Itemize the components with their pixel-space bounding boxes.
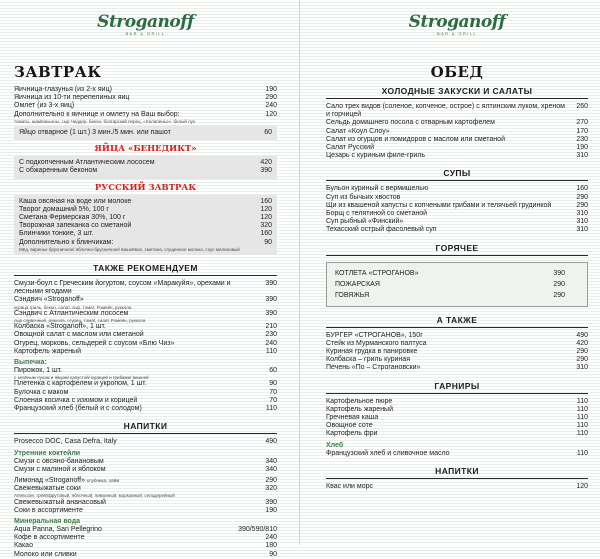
- item-name-text: Техасский острый фасолевый суп: [326, 226, 437, 234]
- menu-item: [326, 398, 588, 406]
- item-price: 320: [265, 485, 277, 493]
- item-name-text: Салат из огурцов и помидоров с маслом или сметаной: [326, 135, 505, 143]
- recommend-heading: ТАКЖЕ РЕКОМЕНДУЕМ: [14, 263, 277, 276]
- item-name: [19, 230, 260, 238]
- item-name-text: Сэндвич с Атлантическим лососем: [14, 309, 129, 317]
- item-name: [14, 280, 265, 296]
- menu-item: [14, 477, 277, 485]
- item-name: [326, 398, 577, 406]
- menu-item: [14, 526, 277, 534]
- item-name: [14, 340, 265, 348]
- item-name-text: Какао: [14, 542, 33, 550]
- item-name-text: Каша овсяная на воде или молоке: [19, 197, 132, 205]
- menu-item: [326, 210, 588, 218]
- menu-item: [326, 356, 588, 364]
- also-heading: А ТАКЖЕ: [326, 315, 588, 328]
- water-label: Минеральная вода: [14, 517, 81, 525]
- brand-name: Stroganoff: [97, 12, 194, 32]
- menu-item: [14, 340, 277, 348]
- item-price: 290: [265, 476, 277, 484]
- menu-item: [326, 136, 588, 144]
- item-name: [14, 367, 269, 380]
- item-name: [14, 507, 265, 515]
- item-name: [14, 485, 265, 498]
- item-price: 320: [260, 222, 272, 230]
- benedict-heading: ЯЙЦА «БЕНЕДИКТ»: [94, 144, 197, 155]
- menu-item: [14, 331, 277, 339]
- menu-item: [14, 380, 277, 388]
- item-name: [326, 119, 576, 127]
- item-name-text: Суп из бычьих хвостов: [326, 193, 401, 201]
- item-name-text: Цезарь с куриным филе-гриль: [326, 152, 426, 160]
- menu-item: [14, 94, 277, 102]
- item-name-text: Картофель жареный: [14, 347, 81, 355]
- cold-list: [326, 103, 588, 160]
- lunch-title: ОБЕД: [430, 63, 484, 81]
- item-name: [14, 526, 238, 534]
- item-name: [19, 214, 260, 222]
- item-name: [335, 279, 553, 290]
- item-name: [335, 268, 553, 279]
- item-name: [14, 499, 265, 507]
- menu-item: [326, 422, 588, 430]
- menu-item: [14, 499, 277, 507]
- item-price: 230: [576, 135, 588, 143]
- item-name-text: Картофель жареный: [326, 405, 393, 413]
- item-name: [326, 340, 576, 348]
- item-description: курица гриль, бекон, салат, сыр, томат, Ромейн, руккола: [14, 304, 132, 310]
- hot-heading: ГОРЯЧЕЕ: [326, 243, 588, 256]
- item-name-text: Яичница-глазунья (из 2-х яиц): [14, 86, 112, 93]
- menu-item: [326, 128, 588, 136]
- menu-item: [326, 332, 588, 340]
- item-price: 390: [260, 167, 272, 175]
- item-price: 120: [260, 214, 272, 222]
- item-price: 190: [265, 86, 277, 93]
- also-list: [326, 332, 588, 373]
- brand-sub: BAR & GRILL: [125, 31, 166, 36]
- lunch-drinks-heading: НАПИТКИ: [326, 466, 588, 479]
- menu-item: [19, 167, 272, 175]
- item-name: [14, 111, 265, 124]
- item-name: [14, 94, 265, 102]
- item-price: 90: [269, 550, 277, 558]
- item-description: Мёд, варенье брусничное/ яблочно-брусничное/ вишнёвое, сметана, сгущенное молоко, соус малиновый: [19, 246, 240, 252]
- item-name-text: Картофель фри: [326, 430, 378, 438]
- menu-item: [19, 198, 272, 206]
- menu-item: [326, 226, 588, 234]
- item-name-text: Печень «По – Строгановски»: [326, 364, 421, 372]
- item-name-text: Свежевыжатый ананасовый: [14, 498, 106, 506]
- item-price: 270: [576, 119, 588, 127]
- brand-logo: [14, 14, 277, 44]
- item-price: 190: [265, 506, 277, 514]
- sides-list: [326, 398, 588, 439]
- juice-sub: Апельсин, грейпфрутовый, яблочный, лимонный, морковный, сельдерейный: [14, 493, 175, 499]
- item-price: 390: [265, 280, 277, 288]
- item-name: [326, 422, 577, 430]
- menu-item: [14, 438, 277, 446]
- item-name: [14, 477, 265, 485]
- item-name-text: Сало трех видов (соленое, копченое, острое) с ялтинским луком, хреном и горчицей: [326, 103, 565, 119]
- breakfast-list: [14, 86, 277, 140]
- item-name-text: Дополнительно к блинчикам:: [19, 238, 114, 246]
- menu-item: [326, 185, 588, 193]
- item-price: 310: [576, 218, 588, 226]
- item-price: 60: [264, 129, 272, 137]
- item-name: [14, 86, 265, 94]
- item-price: 290: [265, 94, 277, 102]
- item-name-text: Колбаска «Stroganoff», 1 шт.: [14, 323, 106, 331]
- menu-item: [14, 466, 277, 474]
- item-name: [326, 152, 576, 160]
- item-price: 70: [269, 396, 277, 404]
- item-price: 390: [265, 296, 277, 304]
- item-name: [326, 414, 577, 422]
- item-price: 390: [265, 498, 277, 506]
- item-name: [19, 206, 260, 214]
- item-price: 290: [576, 193, 588, 201]
- item-name: [326, 483, 576, 491]
- item-name-text: Омлет (из 3-х яиц): [14, 102, 75, 110]
- item-price: 110: [265, 405, 277, 413]
- menu-item: [19, 206, 272, 214]
- item-name: Prosecco DOC, Casa Defra, Italy: [14, 438, 117, 446]
- item-price: 340: [265, 457, 277, 465]
- soups-heading: СУПЫ: [326, 168, 588, 181]
- menu-item: [326, 430, 588, 438]
- item-name-text: Смузи-боул с Греческим йогуртом, соусом «Маракуйя», орехами и лесными ягодами: [14, 280, 231, 296]
- item-name: Французский хлеб и сливочное масло: [326, 449, 450, 457]
- item-price: 230: [265, 331, 277, 339]
- item-price: 420: [260, 159, 272, 167]
- item-name: [335, 290, 553, 301]
- item-name-text: Сэндвич «Stroganoff»: [14, 296, 84, 304]
- item-price: 90: [264, 238, 272, 246]
- item-name: [14, 331, 265, 339]
- item-name-text: Плетенка с картофелем и укропом, 1 шт.: [14, 380, 147, 388]
- brand-sub: BAR & GRILL: [436, 31, 478, 36]
- menu-item: [14, 310, 277, 323]
- item-name-text: Блинчики тонкие, 3 шт.: [19, 230, 94, 238]
- item-price: 60: [269, 367, 277, 375]
- item-price: 310: [576, 152, 588, 160]
- item-name-text: Колбаска – гриль куриная: [326, 356, 410, 364]
- menu-item: [326, 144, 588, 152]
- menu-item: [326, 194, 588, 202]
- drinks-rest-list: [14, 499, 277, 515]
- item-price: 110: [576, 449, 588, 457]
- item-price: 290: [553, 291, 565, 299]
- menu-item: [14, 542, 277, 550]
- item-name: [14, 466, 265, 474]
- lunch-page: [300, 0, 600, 545]
- item-name-text: Щи из квашеной капусты с копчеными грибами и телячьей грудинкой: [326, 201, 552, 209]
- item-name: [326, 185, 576, 193]
- item-name-text: Aqua Panna, San Pellegrino: [14, 525, 102, 533]
- item-name: [326, 364, 576, 372]
- menu-item: [14, 280, 277, 296]
- item-name-text: Смузи с овсяно-банановым: [14, 457, 104, 465]
- item-name: [326, 406, 577, 414]
- menu-item: [14, 86, 277, 94]
- menu-item: [14, 389, 277, 397]
- item-name-text: Яичница из 10-ти перепелиных яиц: [14, 94, 130, 102]
- item-name-text: Куриная грудка в панировке: [326, 348, 418, 356]
- item-name-text: КОТЛЕТА «СТРОГАНОВ»: [335, 269, 419, 277]
- menu-item: [14, 397, 277, 405]
- item-price: 110: [576, 414, 588, 422]
- item-name: [326, 194, 576, 202]
- item-name: [326, 226, 576, 234]
- item-description: сыр сливочный, руккола, огурец, томат, салат Ромейн, руккола: [14, 318, 146, 324]
- hot-box: [326, 262, 588, 307]
- item-price: 210: [265, 323, 277, 331]
- item-name: [14, 348, 266, 356]
- lemonade-name: Лимонад «Stroganoff»: [14, 476, 85, 484]
- item-name: [14, 542, 265, 550]
- sides-heading: ГАРНИРЫ: [326, 381, 588, 394]
- item-name: [14, 397, 269, 405]
- item-price: 120: [576, 482, 588, 490]
- menu-item: [14, 296, 277, 309]
- item-name-text: Картофельное пюре: [326, 397, 393, 405]
- menu-item: [14, 485, 277, 498]
- menu-item: [14, 458, 277, 466]
- menu-item: [335, 279, 565, 290]
- menu-item: [14, 102, 277, 110]
- item-name-text: Смузи с малиной и яблоком: [14, 465, 106, 473]
- russian-list: [14, 195, 277, 255]
- water-list: [14, 526, 277, 559]
- item-price: 310: [576, 210, 588, 218]
- menu-item: [326, 119, 588, 127]
- item-name: [326, 136, 576, 144]
- menu-item: [326, 483, 588, 491]
- menu-item: [19, 239, 272, 252]
- item-price: 240: [265, 102, 277, 110]
- drinks-heading: НАПИТКИ: [14, 421, 277, 434]
- menu-item: [14, 405, 277, 413]
- breakfast-title: ЗАВТРАК: [14, 63, 102, 81]
- item-name-text: Салат «Коул Слоу»: [326, 127, 390, 135]
- item-name-text: Соки в ассортименте: [14, 506, 83, 514]
- item-price: 260: [576, 103, 588, 110]
- juice-name: Свежевыжатые соки: [14, 485, 81, 493]
- menu-item: [19, 230, 272, 238]
- menu-item: [326, 414, 588, 422]
- item-name-text: Стейк из Мурманского палтуса: [326, 339, 427, 347]
- item-name-text: Борщ с телятиной со сметаной: [326, 210, 428, 218]
- item-price: 240: [265, 339, 277, 347]
- item-name-text: Дополнительно к яичнице и омлету на Ваш выбор:: [14, 110, 180, 118]
- item-name-text: Яйцо отварное (1 шт.) 3 мин./5 мин. или пашот: [19, 129, 171, 137]
- menu-item: [326, 103, 588, 119]
- item-name: [14, 405, 266, 413]
- item-name: [19, 167, 260, 175]
- menu-item: [326, 152, 588, 160]
- item-name-text: Огурец, морковь, сельдерей с соусом «Блю Чиз»: [14, 339, 175, 347]
- item-name: [19, 129, 264, 137]
- menu-item: [14, 126, 277, 140]
- cold-heading: ХОЛОДНЫЕ ЗАКУСКИ И САЛАТЫ: [326, 86, 588, 99]
- item-price: 110: [576, 430, 588, 438]
- lemonade-note: клубника, лайм: [86, 477, 120, 483]
- item-name: [326, 103, 576, 119]
- item-price: 110: [576, 405, 588, 413]
- item-price: 290: [576, 348, 588, 356]
- item-price: 110: [576, 422, 588, 430]
- recommend-list: [14, 280, 277, 356]
- item-price: 290: [553, 280, 565, 288]
- item-name-text: Гречневая каша: [326, 414, 379, 422]
- brand-logo: [326, 14, 588, 44]
- item-name: [14, 458, 265, 466]
- soups-list: [326, 185, 588, 234]
- item-price: 340: [265, 465, 277, 473]
- item-name: [19, 198, 260, 206]
- item-price: 390/590/810: [238, 525, 277, 533]
- item-price: 170: [576, 127, 588, 135]
- item-price: 290: [576, 356, 588, 364]
- menu-item: [335, 290, 565, 301]
- breakfast-page: [0, 0, 300, 558]
- item-name-text: Салат Русский: [326, 144, 374, 152]
- item-name-text: Булочка с маком: [14, 388, 69, 396]
- menu-item: [19, 214, 272, 222]
- item-name-text: Суп рыбный «Финский»: [326, 218, 404, 226]
- item-name-text: Овощной салат с маслом или сметаной: [14, 331, 144, 339]
- item-price: 120: [260, 205, 272, 213]
- item-name-text: Творожная запеканка со сметаной: [19, 222, 132, 230]
- item-price: 70: [269, 388, 277, 396]
- bakery-list: [14, 367, 277, 413]
- item-price: 160: [260, 197, 272, 205]
- item-price: 110: [265, 347, 277, 355]
- item-name: [14, 551, 269, 559]
- item-name: [326, 430, 577, 438]
- item-price: 290: [576, 201, 588, 209]
- cocktails-list: [14, 458, 277, 474]
- item-description: томаты, шампиньоны, сыр Чеддер, бекон, болгарский перец, «Халапеньо», белый лук: [14, 118, 195, 124]
- menu-item: [19, 222, 272, 230]
- item-name: [326, 332, 576, 340]
- item-price: 120: [265, 110, 277, 118]
- item-name-text: Сметана Фермерская 30%, 100 г: [19, 214, 126, 222]
- menu-item: [14, 348, 277, 356]
- item-name-text: Кофе в ассортименте: [14, 534, 85, 542]
- item-name-text: Сельдь домашнего посола с отварным картофелем: [326, 119, 495, 127]
- bread-label: Хлеб: [326, 441, 344, 449]
- item-name: [14, 380, 269, 388]
- item-description: с зелёным луком и яйцом/ капустой/ курицей и грибами/ вишней: [14, 375, 149, 381]
- menu-item: [14, 551, 277, 559]
- item-name: [326, 210, 576, 218]
- item-name: [14, 389, 269, 397]
- item-price: 240: [265, 534, 277, 542]
- item-price: 90: [269, 380, 277, 388]
- item-price: 110: [576, 397, 588, 405]
- item-name: [19, 239, 264, 252]
- benedict-list: [14, 156, 277, 178]
- item-name: [14, 102, 265, 110]
- menu-item: [326, 202, 588, 210]
- item-name-text: С обжаренным беконом: [19, 167, 98, 175]
- item-price: 390: [553, 269, 565, 277]
- russian-heading: РУССКИЙ ЗАВТРАК: [94, 182, 197, 193]
- menu-item: [14, 111, 277, 124]
- menu-item: [14, 507, 277, 515]
- menu-item: [326, 340, 588, 348]
- item-name-text: Бульон куриный с вермишелью: [326, 185, 429, 193]
- item-name-text: Молоко или сливки: [14, 550, 77, 558]
- item-name: [326, 202, 576, 210]
- menu-item: [326, 450, 588, 458]
- item-name-text: БУРГЕР «СТРОГАНОВ», 150г: [326, 331, 423, 339]
- item-price: 490: [265, 438, 277, 446]
- item-name: [19, 222, 260, 230]
- item-price: 190: [576, 144, 588, 152]
- menu-item: [335, 268, 565, 279]
- item-price: 160: [576, 185, 588, 193]
- item-name-text: ГОВЯЖЬЯ: [335, 291, 370, 299]
- menu-item: [326, 364, 588, 372]
- item-name-text: Овощное соте: [326, 422, 373, 430]
- item-name-text: Пирожок, 1 шт.: [14, 367, 63, 375]
- item-price: 310: [576, 226, 588, 234]
- item-name: [14, 534, 265, 542]
- item-price: 160: [260, 230, 272, 238]
- menu-item: [326, 406, 588, 414]
- menu-item: [14, 534, 277, 542]
- item-name-text: Квас или морс: [326, 482, 374, 490]
- item-name: [14, 296, 265, 309]
- item-name: [326, 356, 576, 364]
- menu-item: [14, 367, 277, 380]
- cocktails-label: Утренние коктейли: [14, 449, 81, 457]
- item-price: 310: [576, 364, 588, 372]
- lunch-drinks-list: [326, 483, 588, 491]
- item-price: 490: [576, 331, 588, 339]
- bakery-label: Выпечка:: [14, 359, 47, 367]
- brand-name: Stroganoff: [408, 12, 506, 32]
- item-name-text: С подкопченным Атлантическим лососем: [19, 159, 155, 167]
- item-name: [14, 310, 265, 323]
- item-name-text: Французский хлеб (белый и с солодом): [14, 405, 142, 413]
- item-name: [326, 144, 576, 152]
- item-price: 180: [265, 542, 277, 550]
- item-name-text: ПОЖАРСКАЯ: [335, 280, 380, 288]
- item-name-text: Слоеная косичка с изюмом и корицей: [14, 396, 138, 404]
- item-price: 420: [576, 339, 588, 347]
- item-price: 390: [265, 309, 277, 317]
- item-name-text: Творог домашний 5%, 100 г: [19, 205, 109, 213]
- item-name: [326, 128, 576, 136]
